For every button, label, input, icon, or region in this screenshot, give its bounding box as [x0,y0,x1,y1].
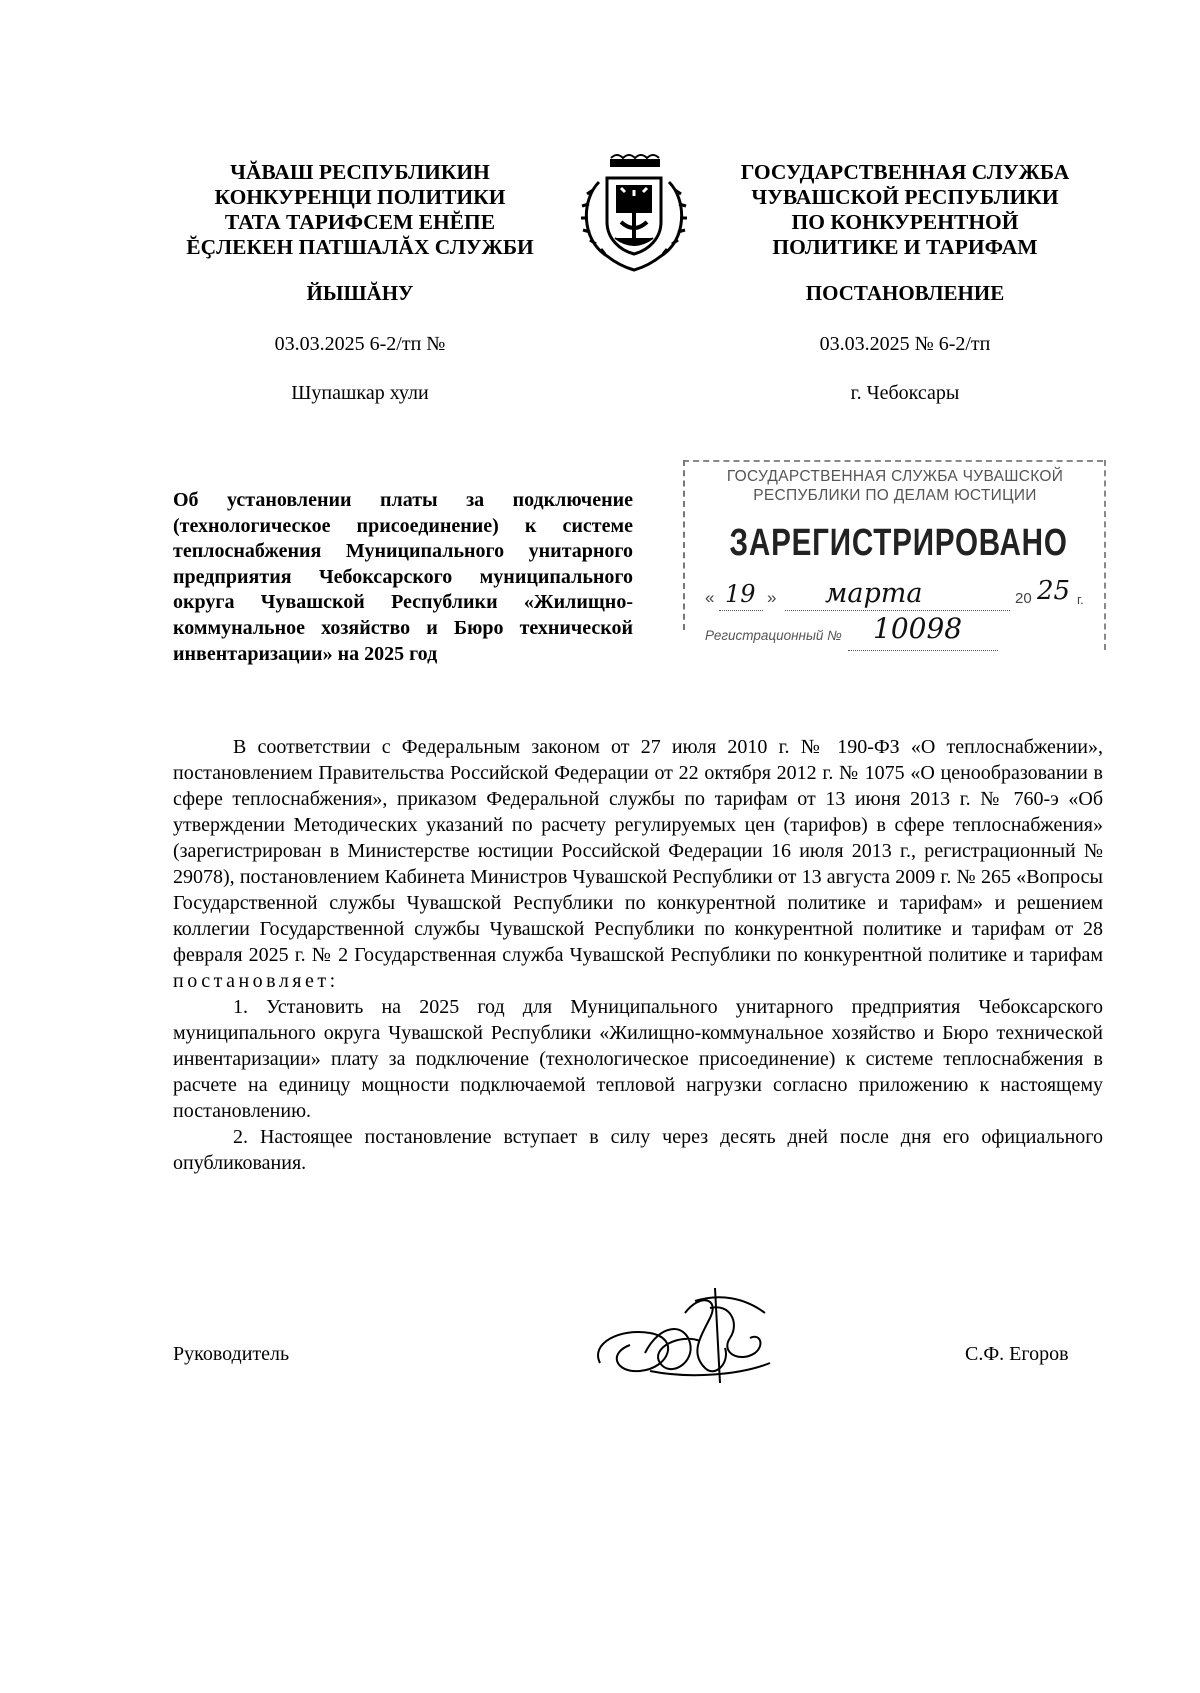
stamp-frame-right [1102,460,1106,650]
date-number-left: 03.03.2025 6-2/тп № [274,333,446,355]
stamp-line-2: РЕСПУБЛИКИ ПО ДЕЛАМ ЮСТИЦИИ [753,487,1037,504]
stamp-frame-top [683,460,1103,464]
handwritten-signature [590,1283,780,1393]
stamp-reg-underline [848,650,998,651]
item-2: 2. Настоящее постановление вступает в силу через десять дней после дня его официального опубликования. [173,1126,1103,1174]
registration-stamp [683,460,1106,652]
header-left [185,160,535,260]
date-number-right: 03.03.2025 № 6-2/тп [819,333,991,355]
header-left-line-2: КОНКУРЕНЦИ ПОЛИТИКИ [214,185,506,209]
doc-type-right: ПОСТАНОВЛЕНИЕ [805,281,1005,305]
preamble-text: В соответствии с Федеральным законом от 27 июля 2010 г. № 190-ФЗ «О теплоснабжении», постановлением Правительства Российской Федерации от 22 октября 2012 г. № 1075 «О ценообразовании в сфере теплоснабжения», приказом Федеральной службы по тарифам от 13 июня 2013 г. № 760-э «Об утверждении Методических указаний по расчету регулируемых цен (тарифов) в сфере теплоснабжения» (зарегистрирован в Министерстве юстиции Российской Федерации 16 июля 2013 г., регистрационный № 29078), постановлением Кабинета Министров Чувашской Республики от 13 августа 2009 г. № 265 «Вопросы Государственной службы Чувашской Республики по конкурентной политике и тарифам» и решением коллегии Государственной службы Чувашской Республики по конкурентной политике и тарифам от 28 февраля 2025 г. № 2 Государственная служба Чувашской Республики по конкурентной политике и тарифам [173,736,1103,966]
signature-icon [590,1283,780,1393]
stamp-date-line [705,576,1100,612]
item-1: 1. Установить на 2025 год для Муниципального унитарного предприятия Чебоксарского муниципального округа Чувашской Республики «Жилищно-коммунальное хозяйство и Бюро технической инвентаризации» плату за подключение (технологическое присоединение) к системе теплоснабжения в расчете на единицу мощности подключаемой тепловой нагрузки согласно приложению к настоящему постановлению. [173,996,1103,1122]
stamp-day-underline [719,610,763,611]
preamble-paragraph [173,734,1103,994]
signatory-position: Руководитель [173,1343,290,1365]
stamp-month: марта [825,578,923,609]
coat-of-arms-emblem [577,152,691,274]
stamp-reg-number: 10098 [873,612,963,645]
header-left-line-3: ТАТА ТАРИФСЕМ ЕНĔПЕ [224,210,496,234]
stamp-year-suffix: 25 [1037,576,1071,606]
doc-type-left: ЙЫШĂНУ [306,281,414,305]
stamp-quote-open: « [705,588,715,607]
document-body [173,734,1103,1176]
city-left: Шупашкар хули [291,382,429,404]
header-right-line-2: ЧУВАШСКОЙ РЕСПУБЛИКИ [751,185,1059,209]
emblem-icon [577,152,691,274]
document-title: Об установлении платы за подключение (технологическое присоединение) к системе теплоснабжения Муниципального унитарного предприятия Чебоксарского муниципального округа Чувашской Республики «Жилищно-коммунальное хозяйство и Бюро технической инвентаризации» на 2025 год [173,489,633,665]
header-right-line-4: ПОЛИТИКЕ И ТАРИФАМ [772,235,1038,259]
decree-word: постановляет: [173,970,339,992]
header-right-line-1: ГОСУДАРСТВЕННАЯ СЛУЖБА [740,160,1070,184]
stamp-day: 19 [725,580,756,608]
city-right: г. Чебоксары [850,382,960,404]
stamp-month-underline [785,610,1010,611]
signatory-name: С.Ф. Егоров [965,1343,1069,1365]
header-left-line-4: ĔҪЛЕКЕН ПАТШАЛĂХ СЛУЖБИ [186,235,534,259]
stamp-year-unit: г. [1077,592,1084,607]
header-left-line-1: ЧĂВАШ РЕСПУБЛИКИН [230,160,490,184]
stamp-quote-close: » [767,588,777,607]
header-right [705,160,1105,260]
stamp-status: ЗАРЕГИСТРИРОВАНО [729,522,1068,564]
stamp-frame-left [683,460,689,630]
stamp-line-1: ГОСУДАРСТВЕННАЯ СЛУЖБА ЧУВАШСКОЙ [726,468,1064,485]
header-right-line-3: ПО КОНКУРЕНТНОЙ [791,210,1019,234]
stamp-year-prefix: 20 [1015,590,1032,607]
stamp-reg-label: Регистрационный № [705,628,842,643]
